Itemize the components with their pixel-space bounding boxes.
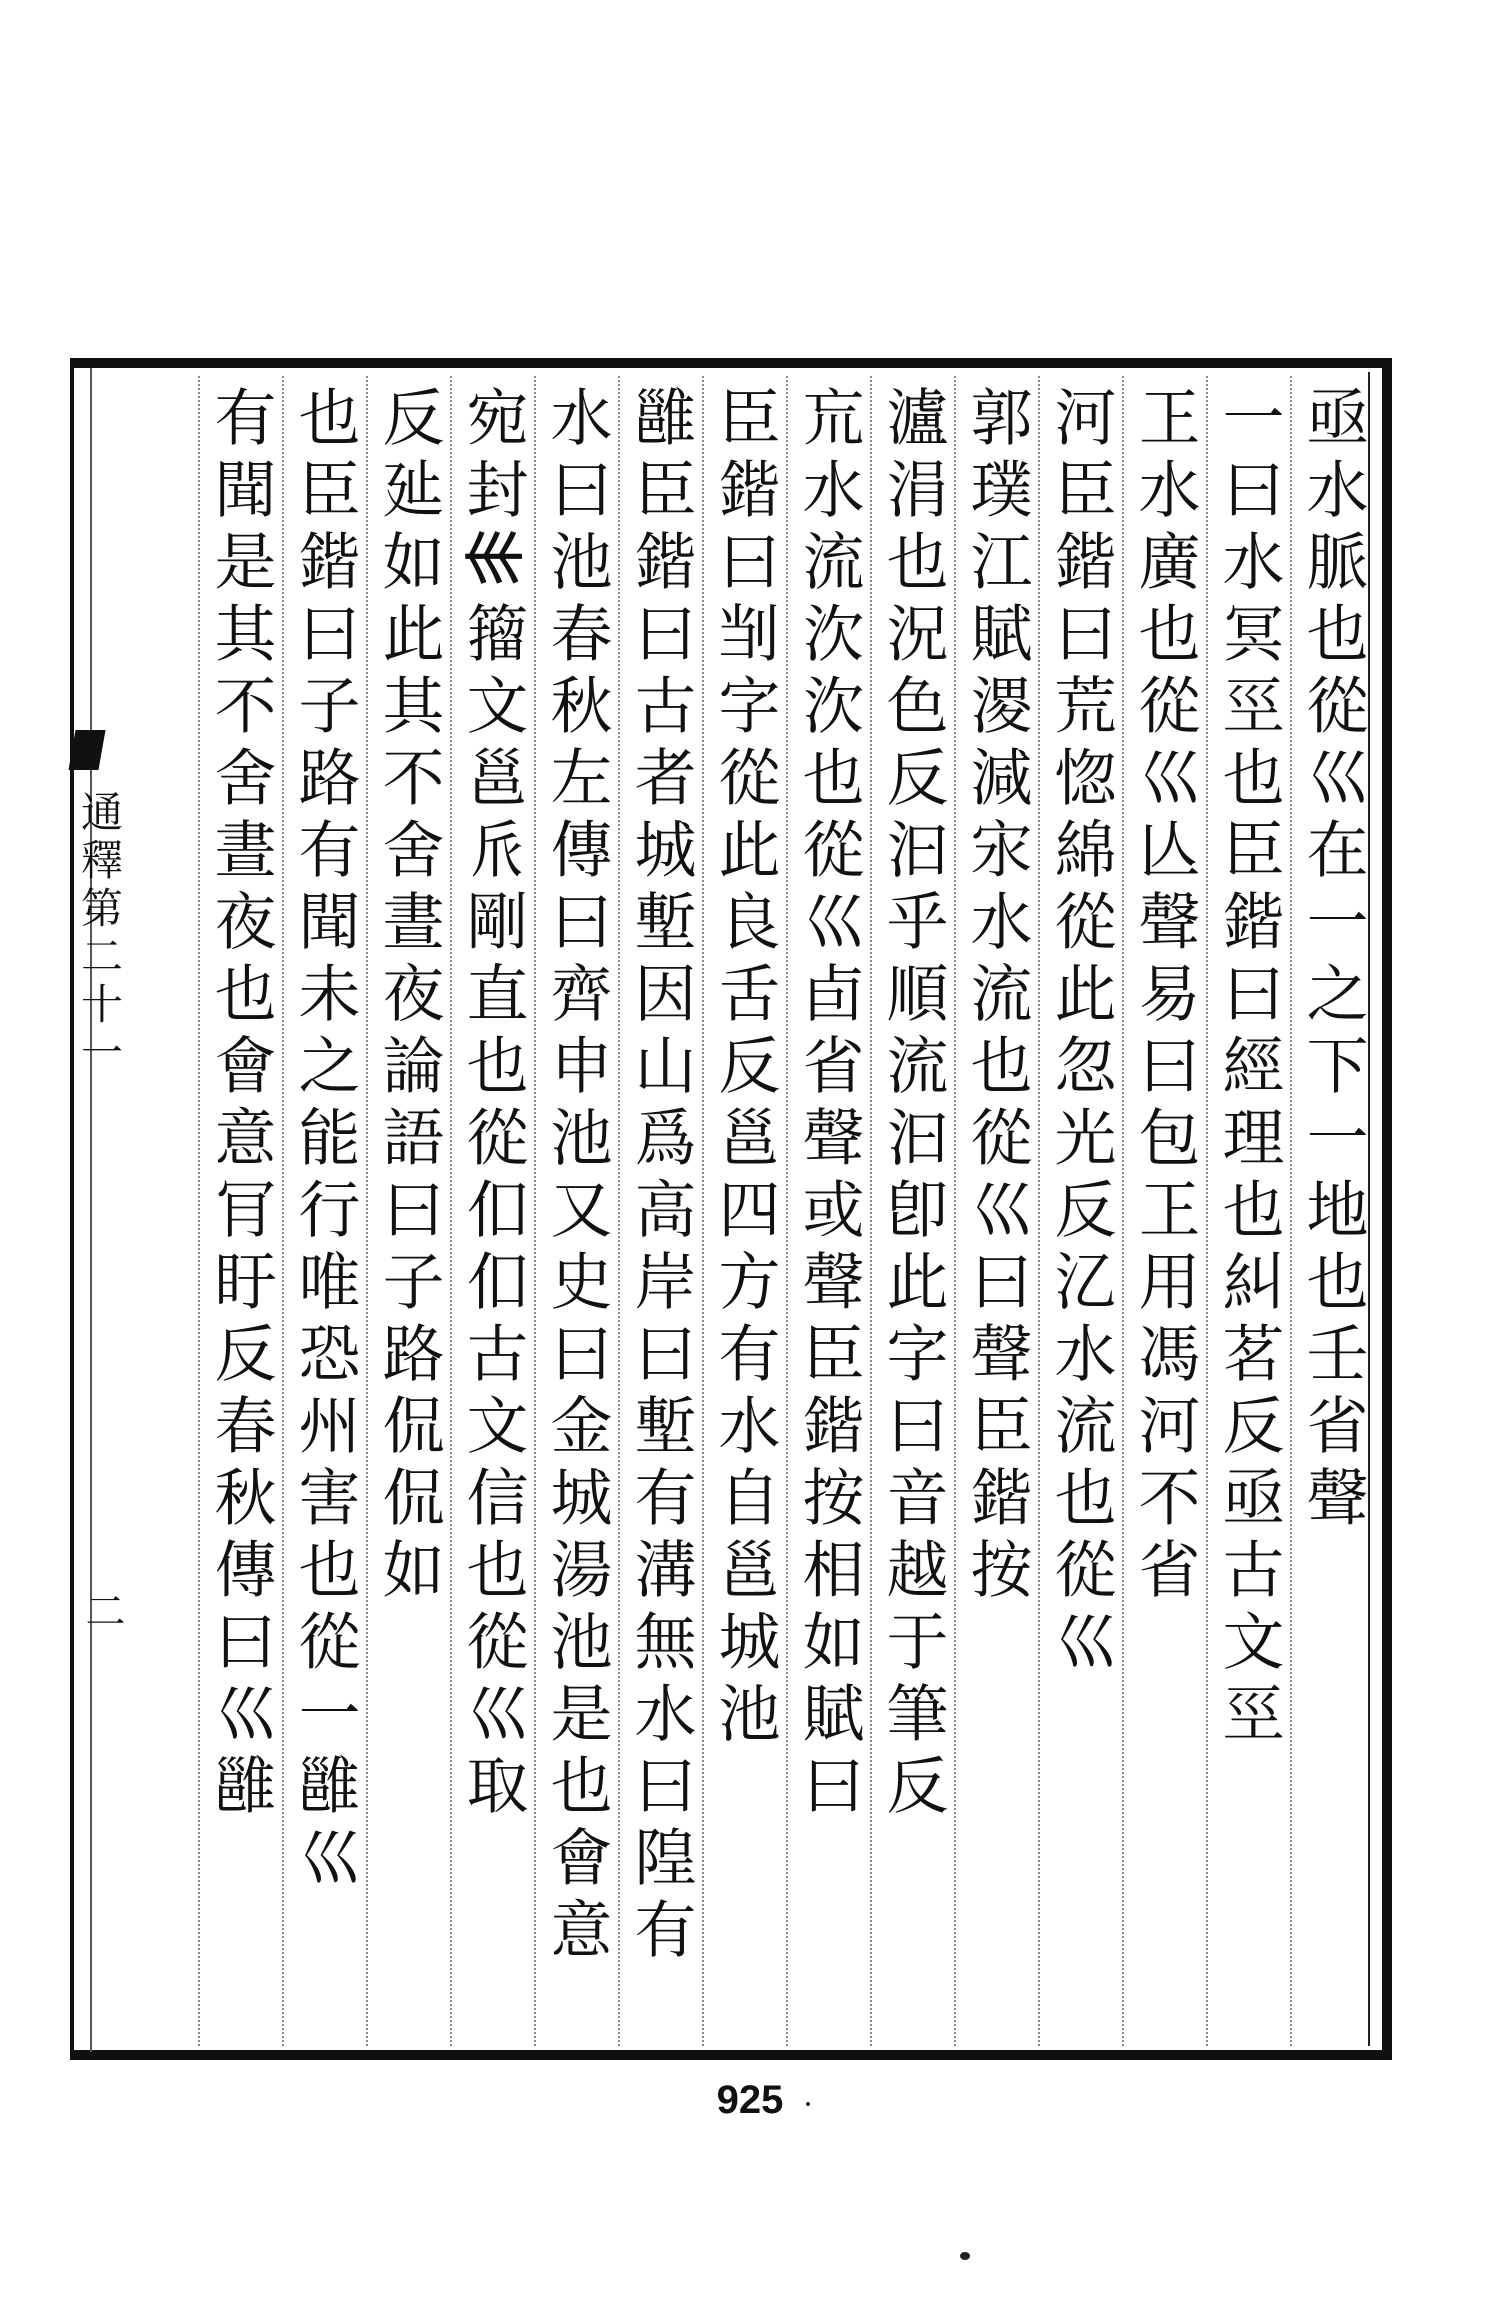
page-number: 925 (716, 2078, 784, 2122)
text-column-3: 㠪水廣也從巛亾聲易曰包㠪用馮河不省 (1128, 385, 1201, 1609)
text-column-10: 水曰池春秋左傳曰齊申池又史曰金城湯池是也會意 (540, 385, 613, 1969)
text-column-8: 臣鍇曰㓥字從此良舌反邕四方有水自邕城池 (708, 385, 781, 1753)
print-speck (960, 2252, 970, 2260)
text-column-13: 也臣鍇曰子路有聞未之能行唯恐州害也從一雝巛 (288, 385, 361, 1897)
print-speck (806, 2102, 810, 2106)
spine-page-number: 二 (79, 1590, 125, 1630)
text-column-2: 一曰水冥巠也臣鍇曰經理也糾茗反亟古文巠 (1212, 385, 1285, 1753)
text-column-6: 瀘涓也況色反汩乎順流汩卽此字曰音越于筆反 (876, 385, 949, 1825)
text-column-9: 雝臣鍇曰古者城塹因山爲高岸曰塹有溝無水曰隍有 (624, 385, 697, 1969)
text-column-11: 宛封𡿧籀文邕𠂢剛直也從㐰㐰古文信也從巛取 (456, 385, 529, 1825)
text-column-12: 反㢟如此其不舍晝夜論語曰子路侃侃如 (372, 385, 445, 1609)
spine-title: 通釋第二十一 (75, 790, 124, 1078)
text-column-5: 郭璞江賦溭減㲾水流也從巛曰聲臣鍇按 (960, 385, 1033, 1609)
spine-gutter (70, 368, 92, 2052)
text-column-7: 巟水流㳄㳄也從巛卣省聲或聲臣鍇按相如賦曰 (792, 385, 865, 1825)
text-column-4: 河臣鍇曰荒惚綿從此忽光反㲸水流也從巛 (1044, 385, 1117, 1681)
text-column-1: 亟水脈也從巛在一之下一地也壬省聲 (1296, 385, 1369, 1537)
text-column-14: 有聞是其不舍晝夜也會意肎盱反春秋傳曰巛雝 (204, 385, 277, 1825)
